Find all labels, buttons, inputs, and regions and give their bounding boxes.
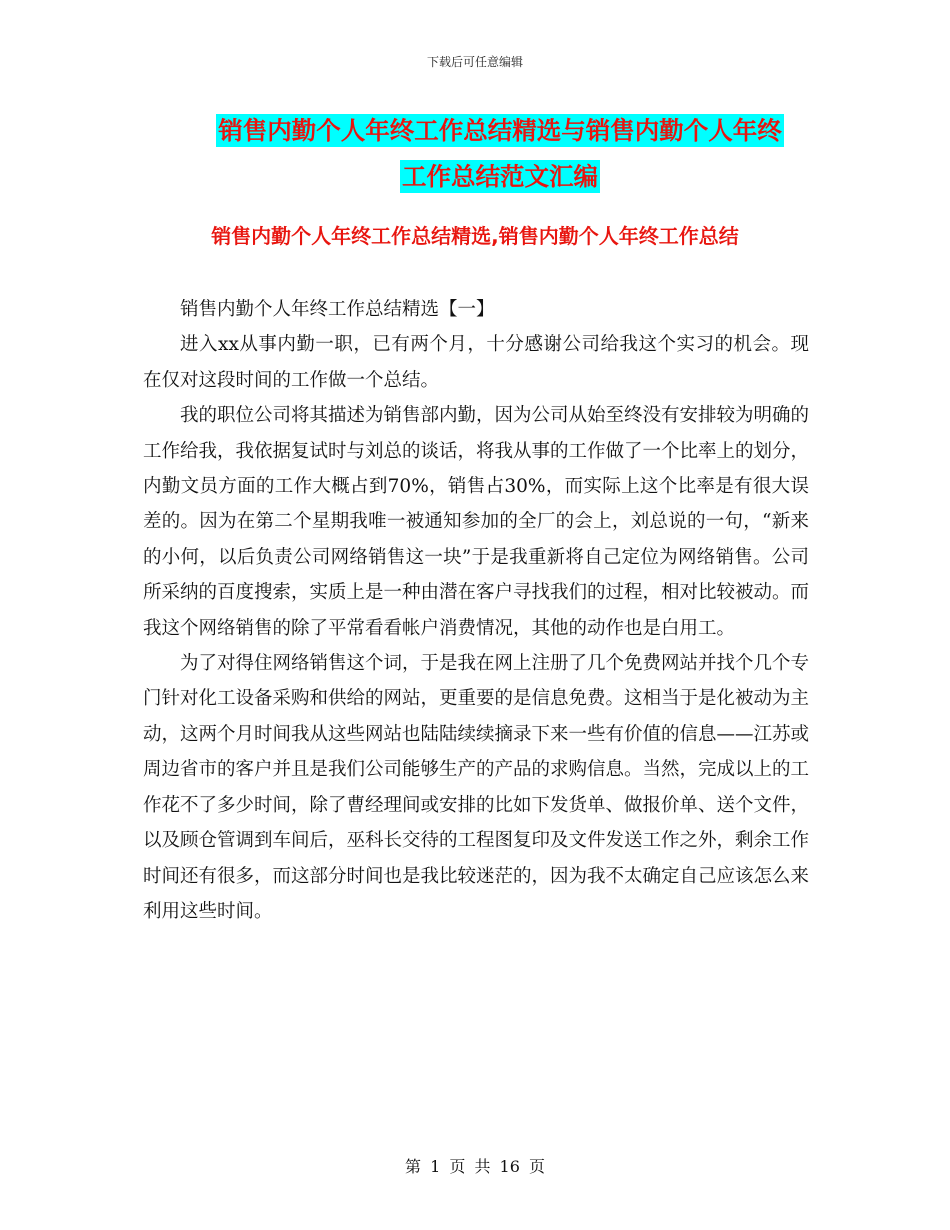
paragraph-heading: 销售内勤个人年终工作总结精选【一】 — [180, 299, 495, 320]
body-text — [143, 292, 809, 929]
document-title — [140, 108, 860, 200]
title-line-2: 工作总结范文汇编 — [402, 162, 598, 191]
section-title: 销售内勤个人年终工作总结精选,销售内勤个人年终工作总结 — [211, 224, 739, 248]
title-line-1: 销售内勤个人年终工作总结精选与销售内勤个人年终 — [218, 116, 782, 145]
paragraph: 我的职位公司将其描述为销售部内勤，因为公司从始至终没有安排较为明确的工作给我，我依据复试时与刘总的谈话，将我从事的工作做了一个比率上的划分，内勤文员方面的工作大概占到70%，销售占30%，而实际上这个比率是有很大误差的。因为在第二个星期我唯一被通知参加的全厂的会上，刘总说的一句，“新来的小何，以后负责公司网络销售这一块”于是我重新将自己定位为网络销售。公司所采纳的百度搜索，实质上是一种由潜在客户寻找我们的过程，相对比较被动。而我这个网络销售的除了平常看看帐户消费情况，其他的动作也是白用工。 — [143, 405, 810, 639]
paragraph: 进入xx从事内勤一职，已有两个月，十分感谢公司给我这个实习的机会。现在仅对这段时间的工作做一个总结。 — [143, 334, 809, 391]
paragraph: 为了对得住网络销售这个词，于是我在网上注册了几个免费网站并找个几个专门针对化工设备采购和供给的网站，更重要的是信息免费。这相当于是化被动为主动，这两个月时间我从这些网站也陆陆续续摘录下来一些有价值的信息——江苏或周边省市的客户并且是我们公司能够生产的产品的求购信息。当然，完成以上的工作花不了多少时间，除了曹经理间或安排的比如下发货单、做报价单、送个文件，以及顾仓管调到车间后，巫科长交待的工程图复印及文件发送工作之外，剩余工作时间还有很多，而这部分时间也是我比较迷茫的，因为我不太确定自己应该怎么来利用这些时间。 — [143, 653, 810, 922]
page-footer: 第 1 页 共 16 页 — [405, 1157, 545, 1176]
header-note: 下载后可任意编辑 — [426, 55, 523, 69]
